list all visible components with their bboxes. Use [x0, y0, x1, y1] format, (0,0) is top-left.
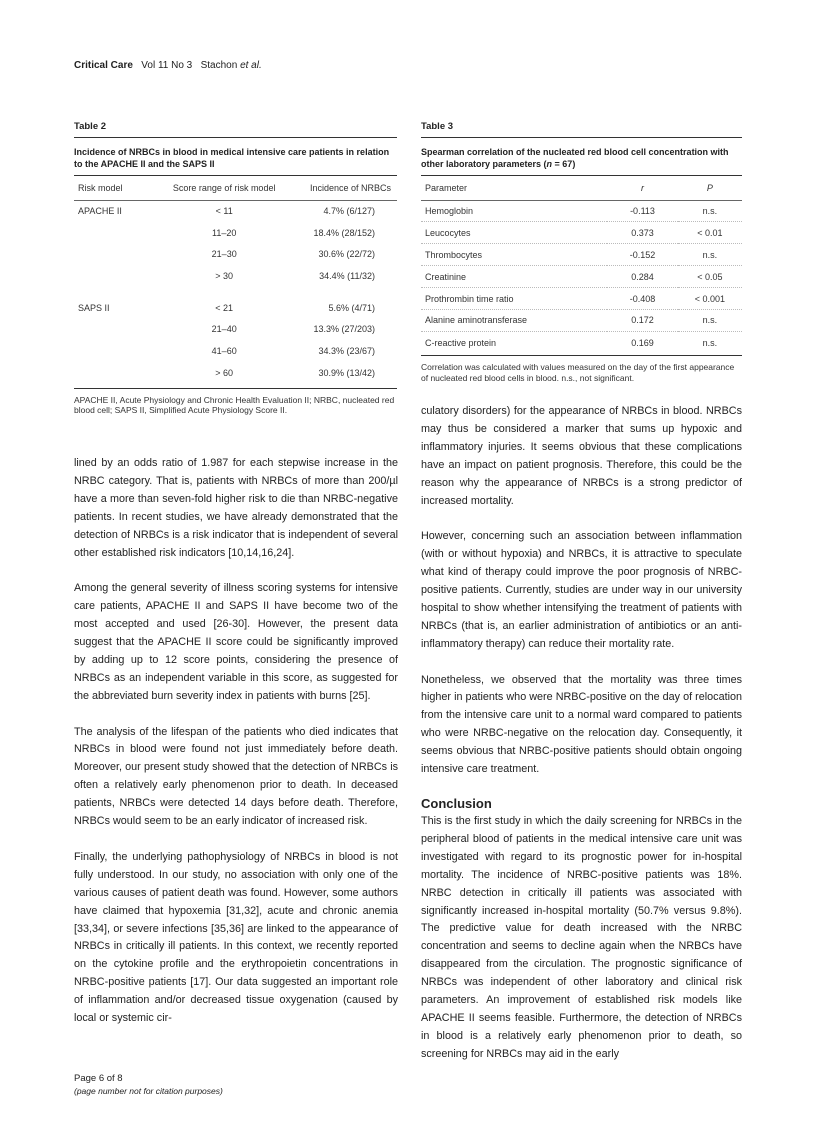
table-row — [74, 222, 397, 244]
table-cell: 5.6% (4/71) — [328, 302, 375, 313]
table-cell: Hemoglobin — [421, 200, 607, 222]
table-cell: n.s. — [678, 200, 742, 222]
table-header-row — [421, 176, 742, 200]
table-row — [421, 288, 742, 310]
conclusion-paragraph: This is the first study in which the daily screening for NRBCs in the peripheral blood of patients in the medical intensive care unit was investigated with regard to its prognostic power for in-hospital mortality. The incidence of NRBC-positive patients was 18%. NRBC detection in critically ill patients was associated with significantly increased in-hospital mortality (50.7% versus 9.8%). The predictive value for death increased with the NRBC concentration and seems to decline again when the NRBCs have disappeared from the circulation. The prognostic significance of NRBCs was independent of other laboratory and clinical risk parameters. An improvement of established risk models like APACHE II seems feasible. Furthermore, the detection of NRBCs in blood is a relatively early phenomenon prior to death, so screening for NRBCs may aid in the early — [421, 815, 742, 1060]
table-cell: < 0.001 — [678, 288, 742, 310]
column-header: Score range of risk model — [164, 176, 284, 200]
table-cell — [74, 265, 164, 287]
table-cell: 21–30 — [211, 249, 237, 260]
table-cell: n.s. — [678, 244, 742, 266]
table-row — [74, 287, 397, 318]
column-header: r — [607, 176, 678, 200]
table-row — [74, 265, 397, 287]
table-cell: -0.152 — [607, 244, 678, 266]
author-line — [201, 60, 262, 71]
table-cell: Thrombocytes — [421, 244, 607, 266]
table-cell: 0.284 — [607, 266, 678, 288]
table-cell: 4.7% (6/127) — [323, 206, 375, 217]
table-row — [421, 244, 742, 266]
table-3-caption-n: n — [546, 159, 553, 169]
table-cell: n.s. — [678, 309, 742, 331]
table-cell: < 11 — [215, 206, 233, 217]
table-cell: 18.4% (28/152) — [313, 227, 375, 238]
table-cell: 0.169 — [631, 337, 654, 348]
table-cell: 30.6% (22/72) — [318, 249, 375, 260]
table-2 — [74, 121, 397, 416]
body-paragraph: However, concerning such an association between inflammation (with or without hypoxia) and NRBCs, it is attractive to speculate what kind of therapy could improve the poor prognosis of NRBC-positive patients. Currently, studies are under way in our university hospital to show whether intensifying the treatment of patients with NRBCs (that is, an earlier administration of antibiotics or an anti-inflammatory therapy) can reduce their mortality rate. — [421, 530, 742, 650]
table-cell: C-reactive protein — [425, 337, 497, 348]
table-2-footnote: APACHE II, Acute Physiology and Chronic Health Evaluation II; NRBC, nucleated red blood cell; SAPS II, Simplified Acute Physiology Score II. — [74, 388, 397, 416]
column-header: Incidence of NRBCs — [284, 176, 397, 200]
table-cell: -0.113 — [607, 200, 678, 222]
table-cell: 11–20 — [212, 227, 237, 238]
table-row — [74, 318, 397, 340]
volume-info: Vol 11 No 3 — [141, 60, 193, 71]
page-footer — [74, 1072, 223, 1098]
body-paragraph: Finally, the underlying pathophysiology of NRBCs in blood is not fully understood. In our study, no association with only one of the various causes of patient death was found. However, some authors have claimed that hypoxemia [31,32], acute and chronic anemia [33,34], or severe infections [35,36] are linked to the appearance of NRBCs in critically ill patients. In this context, we recently reported on the cytokine profile and the erythropoietin concentrations in NRBC-positive patients [17]. Our data suggested an important role of inflammation and/or decreased tissue oxygenation (caused by local or systemic cir- — [74, 850, 398, 1025]
table-cell: 0.172 — [607, 309, 678, 331]
table-3-caption-main: Spearman correlation of the nucleated red blood cell concentration with other laboratory parameters ( — [421, 147, 729, 169]
right-column — [421, 403, 742, 1064]
body-paragraph: Nonetheless, we observed that the mortality was three times higher in patients who were NRBC-positive on the day of relocation from the intensive care unit to a normal ward compared to patients who were NRBC-negative on the relocation day. Consequently, it seems obvious that NRBC-positive patients should obtain ongoing intensive care treatment. — [421, 673, 742, 776]
body-paragraph: lined by an odds ratio of 1.987 for each stepwise increase in the NRBC category. That is, patients with NRBCs of more than 200/µl have a more than seven-fold higher risk to die than NRBC-negative patients. In recent studies, we have already demonstrated that the detection of NRBCs is a risk indicator that is independent of several other established risk indicators [10,14,16,24]. — [74, 457, 398, 559]
table-row — [74, 362, 397, 384]
column-header: P — [678, 176, 742, 200]
table-3-caption — [421, 138, 742, 176]
table-cell: < 0.05 — [678, 266, 742, 288]
table-cell: 30.9% (13/42) — [318, 367, 375, 378]
column-header: Parameter — [421, 176, 607, 200]
page-number: Page 6 of 8 — [74, 1073, 123, 1084]
running-head — [74, 60, 262, 71]
table-cell — [74, 362, 164, 384]
table-3 — [421, 121, 742, 383]
table-row — [74, 244, 397, 266]
journal-name: Critical Care — [74, 60, 133, 71]
table-cell — [74, 340, 164, 362]
table-3-caption-end: = 67) — [552, 159, 576, 169]
table-row — [421, 309, 742, 331]
table-3-footnote: Correlation was calculated with values measured on the day of the first appearance of nucleated red blood cells in blood. n.s., not significant. — [421, 355, 742, 383]
table-cell: Leucocytes — [421, 222, 607, 244]
table-row — [421, 331, 742, 353]
table-cell: Alanine aminotransferase — [421, 309, 607, 331]
table-2-grid — [74, 176, 397, 384]
table-cell — [74, 244, 164, 266]
author-suffix: et al. — [240, 60, 262, 71]
table-cell: Creatinine — [421, 266, 607, 288]
table-cell: APACHE II — [78, 206, 122, 217]
table-cell — [74, 222, 164, 244]
table-cell: 41–60 — [211, 345, 237, 356]
table-cell: 21–40 — [211, 324, 237, 335]
table-row — [421, 222, 742, 244]
table-cell: 13.3% (27/203) — [313, 324, 375, 335]
table-cell: > 30 — [215, 271, 234, 282]
table-2-caption: Incidence of NRBCs in blood in medical intensive care patients in relation to the APACHE II and the SAPS II — [74, 138, 397, 176]
table-cell: < 0.01 — [678, 222, 742, 244]
body-paragraph: Among the general severity of illness scoring systems for intensive care patients, APACHE II and SAPS II have become two of the most accepted and used [26-30]. However, the present data suggest that the APACHE II score could be significantly improved by adding up to 12 score points, considering the presence of NRBCs as an independent variable in this score, as suggested for the abbreviated burn severity index in patients with burns [25]. — [74, 582, 398, 702]
table-3-grid — [421, 176, 742, 353]
table-row — [74, 340, 397, 362]
table-cell: > 60 — [215, 367, 234, 378]
table-2-label: Table 2 — [74, 121, 397, 138]
table-row — [74, 200, 397, 222]
column-header: Risk model — [74, 176, 164, 200]
table-row — [421, 200, 742, 222]
conclusion-heading: Conclusion — [421, 796, 492, 811]
table-cell: SAPS II — [78, 302, 110, 313]
table-cell: 0.373 — [607, 222, 678, 244]
author-name: Stachon — [200, 60, 238, 71]
left-column — [74, 455, 398, 1028]
table-cell: 34.4% (11/32) — [319, 271, 375, 282]
body-paragraph: culatory disorders) for the appearance of NRBCs in blood. NRBCs may thus be considered a marker that sums up hypoxic and inflammatory injuries. It seems obvious that these complications have an impact on patient prognosis. Therefore, this could be the reason why the appearance of NRBCs is a strong predictor of increased mortality. — [421, 405, 742, 507]
table-row — [421, 266, 742, 288]
table-cell: 34.3% (23/67) — [318, 345, 375, 356]
table-cell: Prothrombin time ratio — [421, 288, 607, 310]
table-cell — [74, 318, 164, 340]
table-cell: < 21 — [215, 302, 234, 313]
body-paragraph: The analysis of the lifespan of the patients who died indicates that NRBCs in blood were found not just immediately before death. Moreover, our present study showed that the detection of NRBCs is often a relatively early phenomenon prior to death. In deceased patients, NRBCs were detected 14 days before death. Therefore, NRBCs would seem to be an early indicator of increased risk. — [74, 725, 398, 828]
table-header-row — [74, 176, 397, 200]
table-3-label: Table 3 — [421, 121, 742, 138]
citation-note: (page number not for citation purposes) — [74, 1086, 223, 1096]
table-cell: n.s. — [702, 337, 718, 348]
table-cell: -0.408 — [607, 288, 678, 310]
